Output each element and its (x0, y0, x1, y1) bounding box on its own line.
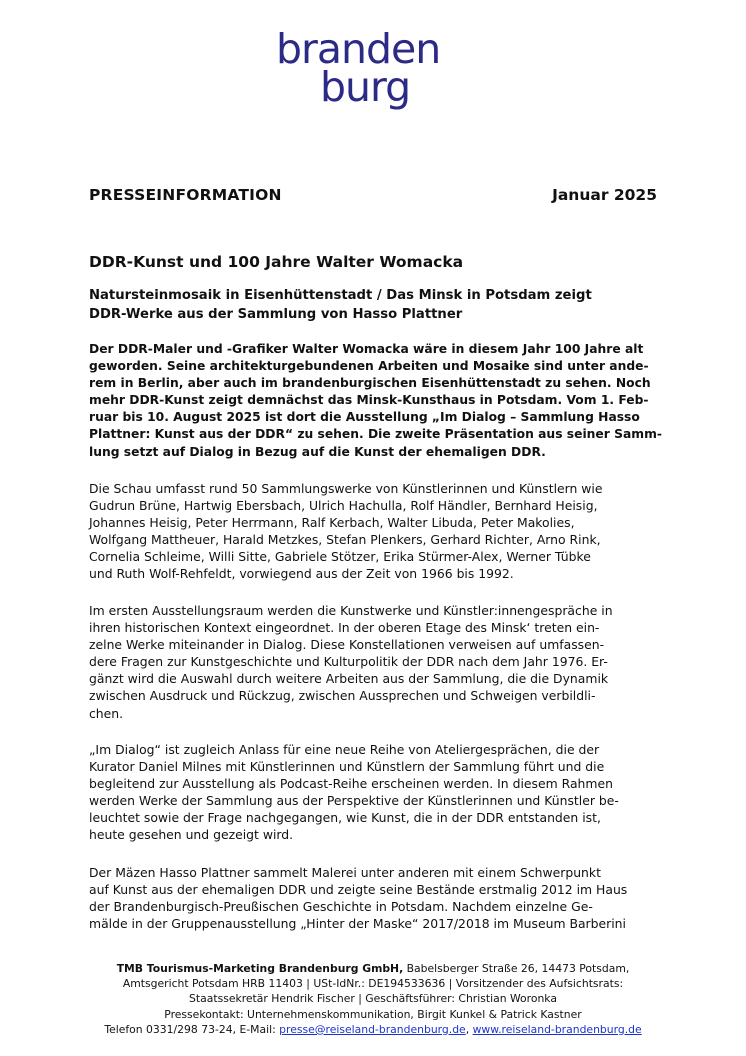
website-link[interactable]: www.reiseland-brandenburg.de (472, 1022, 642, 1036)
text-line: der Brandenburgisch-Preußischen Geschichte in Potsdam. Nachdem einzelne Ge- (89, 899, 593, 915)
text-line: zelne Werke miteinander in Dialog. Diese Konstellationen verweisen auf umfassen- (89, 637, 605, 653)
footer-address: Babelsberger Straße 26, 14473 Potsdam, (403, 962, 630, 975)
article-title: DDR-Kunst und 100 Jahre Walter Womacka (89, 253, 464, 271)
body-paragraph-4 (89, 864, 664, 932)
text-line: leuchtet sowie der Frage nachgegangen, wie Kunst, die in der DDR entstanden ist, (89, 810, 601, 826)
text-line: lung setzt auf Dialog in Bezug auf die Kunst der ehemaligen DDR. (89, 444, 546, 459)
text-line: mälde in der Gruppenausstellung „Hinter der Maske“ 2017/2018 im Museum Barberini (89, 916, 626, 932)
text-line: rem in Berlin, aber auch im brandenburgischen Eisenhüttenstadt zu sehen. Noch (89, 376, 651, 391)
text-line: Im ersten Ausstellungsraum werden die Kunstwerke und Künstler:innengespräche in (89, 603, 613, 618)
logo-line-1: branden (276, 25, 441, 73)
body-paragraph-3 (89, 741, 664, 844)
footer-line-4: Pressekontakt: Unternehmenskommunikation, Birgit Kunkel & Patrick Kastner (164, 1007, 582, 1021)
email-link[interactable]: presse@reiseland-brandenburg.de (279, 1022, 466, 1036)
text-line: geworden. Seine architekturgebundenen Arbeiten und Mosaike sind unter ande- (89, 359, 649, 374)
text-line: gänzt wird die Auswahl durch weitere Arbeiten aus der Sammlung, die die Dynamik (89, 671, 609, 687)
footer-phone: Telefon 0331/298 73-24, E-Mail: (104, 1022, 280, 1036)
footer-line-1 (60, 961, 686, 976)
text-line: Gudrun Brüne, Hartwig Ebersbach, Ulrich Hachulla, Rolf Händler, Bernhard Heisig, (89, 498, 598, 514)
footer-company: TMB Tourismus-Marketing Brandenburg GmbH, (116, 962, 404, 975)
text-line: ihren historischen Kontext eingeordnet. In der oberen Etage des Minsk‘ treten ein- (89, 620, 600, 636)
text-line: Johannes Heisig, Peter Herrmann, Ralf Kerbach, Walter Libuda, Peter Makolies, (89, 515, 575, 531)
text-line: „Im Dialog“ ist zugleich Anlass für eine neue Reihe von Ateliergesprächen, die der (89, 742, 600, 757)
text-line: Die Schau umfasst rund 50 Sammlungswerke von Künstlerinnen und Künstlern wie (89, 481, 603, 496)
subtitle-line: Natursteinmosaik in Eisenhüttenstadt / Das Minsk in Potsdam zeigt (89, 288, 592, 303)
document-type-label: PRESSEINFORMATION (89, 186, 282, 204)
text-line: Plattner: Kunst aus der DDR“ zu sehen. Die zweite Präsentation aus seiner Samm- (89, 427, 662, 442)
logo-line-2: burg (320, 63, 411, 111)
text-line: ruar bis 10. August 2025 ist dort die Ausstellung „Im Dialog – Sammlung Hasso (89, 410, 640, 425)
text-line: und Ruth Wolf-Rehfeldt, vorwiegend aus der Zeit von 1966 bis 1992. (89, 566, 514, 582)
text-line: werden Werke der Sammlung aus der Perspektive der Künstlerinnen und Künstler be- (89, 793, 619, 809)
text-line: auf Kunst aus der ehemaligen DDR und zeigte seine Bestände erstmalig 2012 im Haus (89, 882, 628, 898)
text-line: Der Mäzen Hasso Plattner sammelt Malerei unter anderen mit einem Schwerpunkt (89, 865, 601, 880)
document-date: Januar 2025 (552, 186, 657, 204)
page-footer (60, 961, 686, 1037)
footer-line-2: Amtsgericht Potsdam HRB 11403 | USt-IdNr.: DE194533636 | Vorsitzender des Aufsichtsrats: (122, 977, 624, 991)
footer-line-5 (60, 1022, 686, 1037)
text-line: zwischen Ausdruck und Rückzug, zwischen Aussprechen und Schweigen verbildli- (89, 688, 596, 704)
text-line: Wolfgang Mattheuer, Harald Metzkes, Stefan Plenkers, Gerhard Richter, Arno Rink, (89, 532, 601, 548)
text-line: begleitend zur Ausstellung als Podcast-Reihe erscheinen werden. In diesem Rahmen (89, 776, 613, 792)
footer-separator: , (465, 1022, 473, 1036)
text-line: Cornelia Schleime, Willi Sitte, Gabriele Stötzer, Erika Stürmer-Alex, Werner Tübke (89, 549, 591, 565)
text-line: dere Fragen zur Kunstgeschichte und Kulturpolitik der DDR nach dem Jahr 1976. Er- (89, 654, 608, 670)
body-paragraph-1 (89, 480, 664, 583)
body-paragraph-2 (89, 602, 664, 722)
lead-paragraph (89, 341, 664, 461)
subtitle-line: DDR-Werke aus der Sammlung von Hasso Plattner (89, 307, 463, 322)
footer-line-3: Staatssekretär Hendrik Fischer | Geschäftsführer: Christian Woronka (189, 992, 557, 1006)
text-line: heute gesehen und gezeigt wird. (89, 827, 294, 843)
article-subtitle (89, 286, 659, 324)
text-line: Kurator Daniel Milnes mit Künstlerinnen und Künstlern der Sammlung führt und die (89, 759, 605, 775)
text-line: Der DDR-Maler und -Grafiker Walter Womacka wäre in diesem Jahr 100 Jahre alt (89, 342, 644, 356)
text-line: mehr DDR-Kunst zeigt demnächst das Minsk-Kunsthaus in Potsdam. Vom 1. Feb- (89, 393, 649, 408)
text-line: chen. (89, 705, 124, 721)
brandenburg-logo (276, 25, 476, 111)
